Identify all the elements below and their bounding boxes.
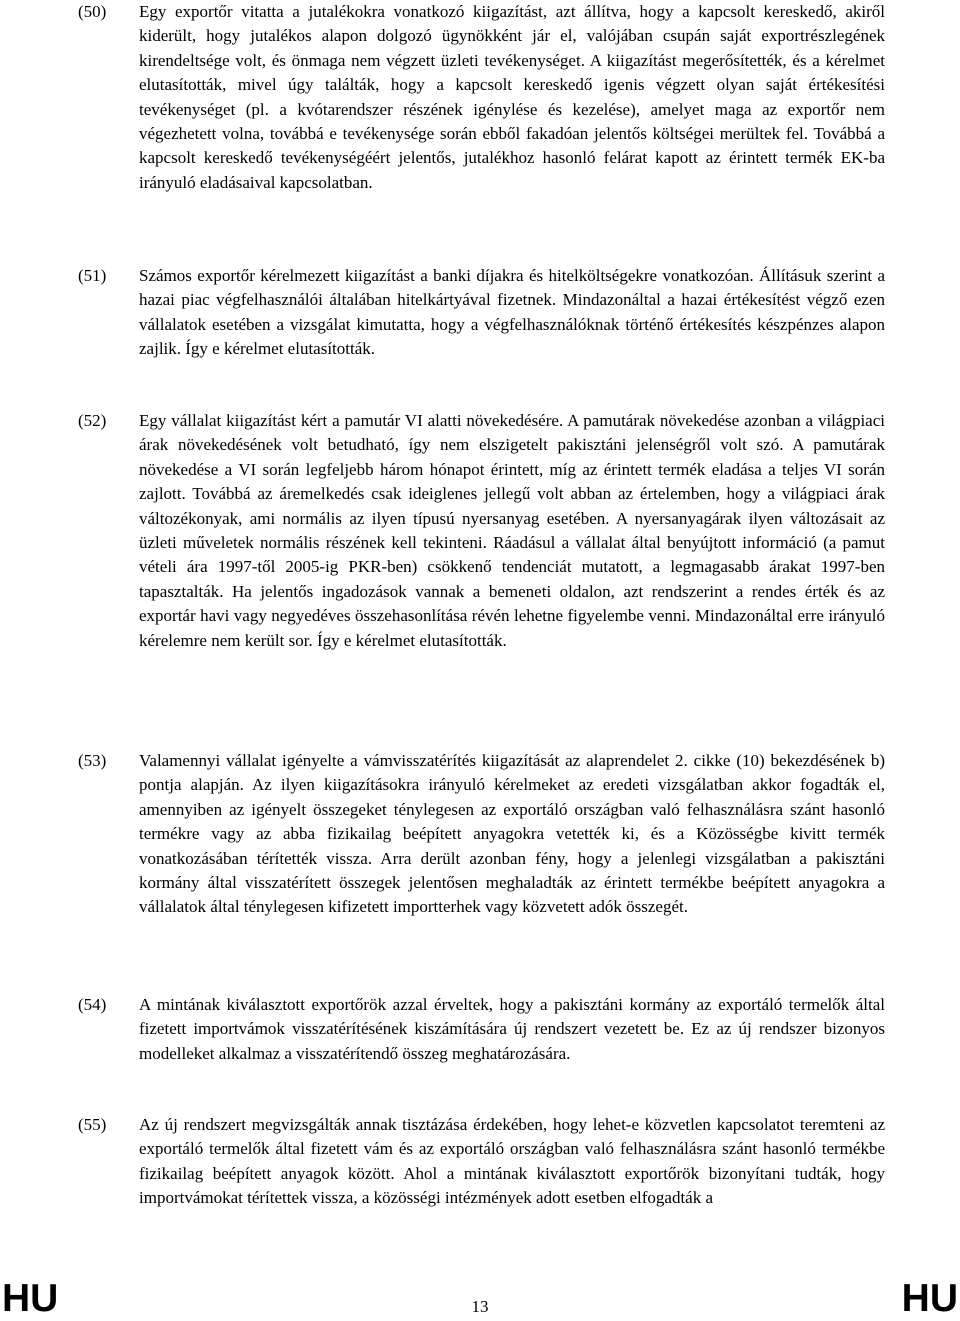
paragraph-number: (50) [78,2,107,21]
paragraph-number: (54) [78,995,107,1014]
footer-language-code-left: HU [2,1277,59,1320]
paragraph-number: (53) [78,751,107,770]
footer-language-code-right: HU [901,1277,958,1320]
paragraph-text: Az új rendszert megvizsgálták annak tisztázása érdekében, hogy lehet-e közvetlen kapcsolatot teremteni az exportáló termelők által fizetett vám és az exportáló országban való felhasználásra szánt hasonló termékbe fizikailag beépített anyagok között. Ahol a mintának kiválasztott exportőrök bizonyítani tudták, hogy importvámokat térítettek vissza, a közösségi intézmények adott esetben elfogadták a [139,1115,885,1208]
paragraph-number: (55) [78,1115,107,1134]
page-number: 13 [471,1297,489,1316]
paragraph-text: Valamennyi vállalat igényelte a vámvisszatérítés kiigazítását az alaprendelet 2. cikke (10) bekezdésének b) pontja alapján. Az ilyen kiigazításokra irányuló kérelmeket az eredeti vizsgálatban akkor fogadták el, amennyiben az igényelt összegeket ténylegesen az exportáló országban való felhasználásra szánt hasonló termékre vagy az abba fizikailag beépített anyagokra vetették ki, és a Közösségbe kivitt termék vonatkozásában térítették vissza. Arra derült azonban fény, hogy a jelenlegi vizsgálatban a pakisztáni kormány által visszatérített összegek jelentősen meghaladták az érintett termékbe beépített anyagokra a vállalatok által ténylegesen kifizetett importterhek vagy közvetett adók összegét. [139,751,885,917]
paragraph-text: Egy vállalat kiigazítást kért a pamutár VI alatti növekedésére. A pamutárak növekedése azonban a világpiaci árak növekedésének volt betudható, így nem elszigetelt pakisztáni jelenségről volt szó. A pamutárak növekedése a VI során legfeljebb három hónapot érintett, míg az érintett termék eladása a teljes VI során zajlott. Továbbá az áremelkedés csak ideiglenes jellegű volt abban az értelemben, hogy a világpiaci árak változékonyak, ami normális az ilyen típusú nyersanyag esetében. A nyersanyagárak ilyen változásait az üzleti műveletek normális részének kell tekinteni. Ráadásul a vállalat által benyújtott információ (a pamut vételi ára 1997-től 2005-ig PKR-ben) csökkenő tendenciát mutatott, a legmagasabb árakat 1997-ben tapasztalták. Ha jelentős ingadozások vannak a bemeneti oldalon, azt rendszerint a rendes érték és az exportár havi vagy negyedéves összehasonlítása révén lehetne figyelembe venni. Mindazonáltal erre irányuló kérelemre nem került sor. Így e kérelmet elutasították. [139,411,885,650]
paragraph-text: Egy exportőr vitatta a jutalékokra vonatkozó kiigazítást, azt állítva, hogy a kapcsolt kereskedő, akiről kiderült, hogy jutalékos alapon dolgozó ügynökként jár el, valójában csupán saját exportrészlegének kirendeltsége volt, és önmaga nem végzett üzleti tevékenységet. A kiigazítást megerősítették, és a kérelmet elutasították, mivel úgy találták, hogy a kapcsolt kereskedő igenis végzett olyan saját értékesítési tevékenységet (pl. a kvótarendszer részének igénylése és kezelése), amelyet maga az exportőr nem végezhetett volna, továbbá e tevékenysége során ebből fakadóan jelentős költségei merültek fel. Továbbá a kapcsolt kereskedő tevékenységéért jelentős, jutalékhoz hasonló felárat kapott az érintett termék EK-ba irányuló eladásaival kapcsolatban. [139,2,885,192]
paragraph-text: Számos exportőr kérelmezett kiigazítást a banki díjakra és hitelköltségekre vonatkozóan. Állításuk szerint a hazai piac végfelhasználói általában hitelkártyával fizetnek. Mindazonáltal a hazai értékesítést végző ezen vállalatok esetében a vizsgálat kimutatta, hogy a végfelhasználóknak történő értékesítés készpénzes alapon zajlik. Így e kérelmet elutasították. [139,266,885,359]
paragraph-text: A mintának kiválasztott exportőrök azzal érveltek, hogy a pakisztáni kormány az exportáló termelők által fizetett importvámok visszatérítésének kiszámítására új rendszert vezetett be. Ez az új rendszer bizonyos modelleket alkalmaz a visszatérítendő összeg meghatározására. [139,995,885,1063]
paragraph-number: (51) [78,266,107,285]
paragraph-number: (52) [78,411,107,430]
